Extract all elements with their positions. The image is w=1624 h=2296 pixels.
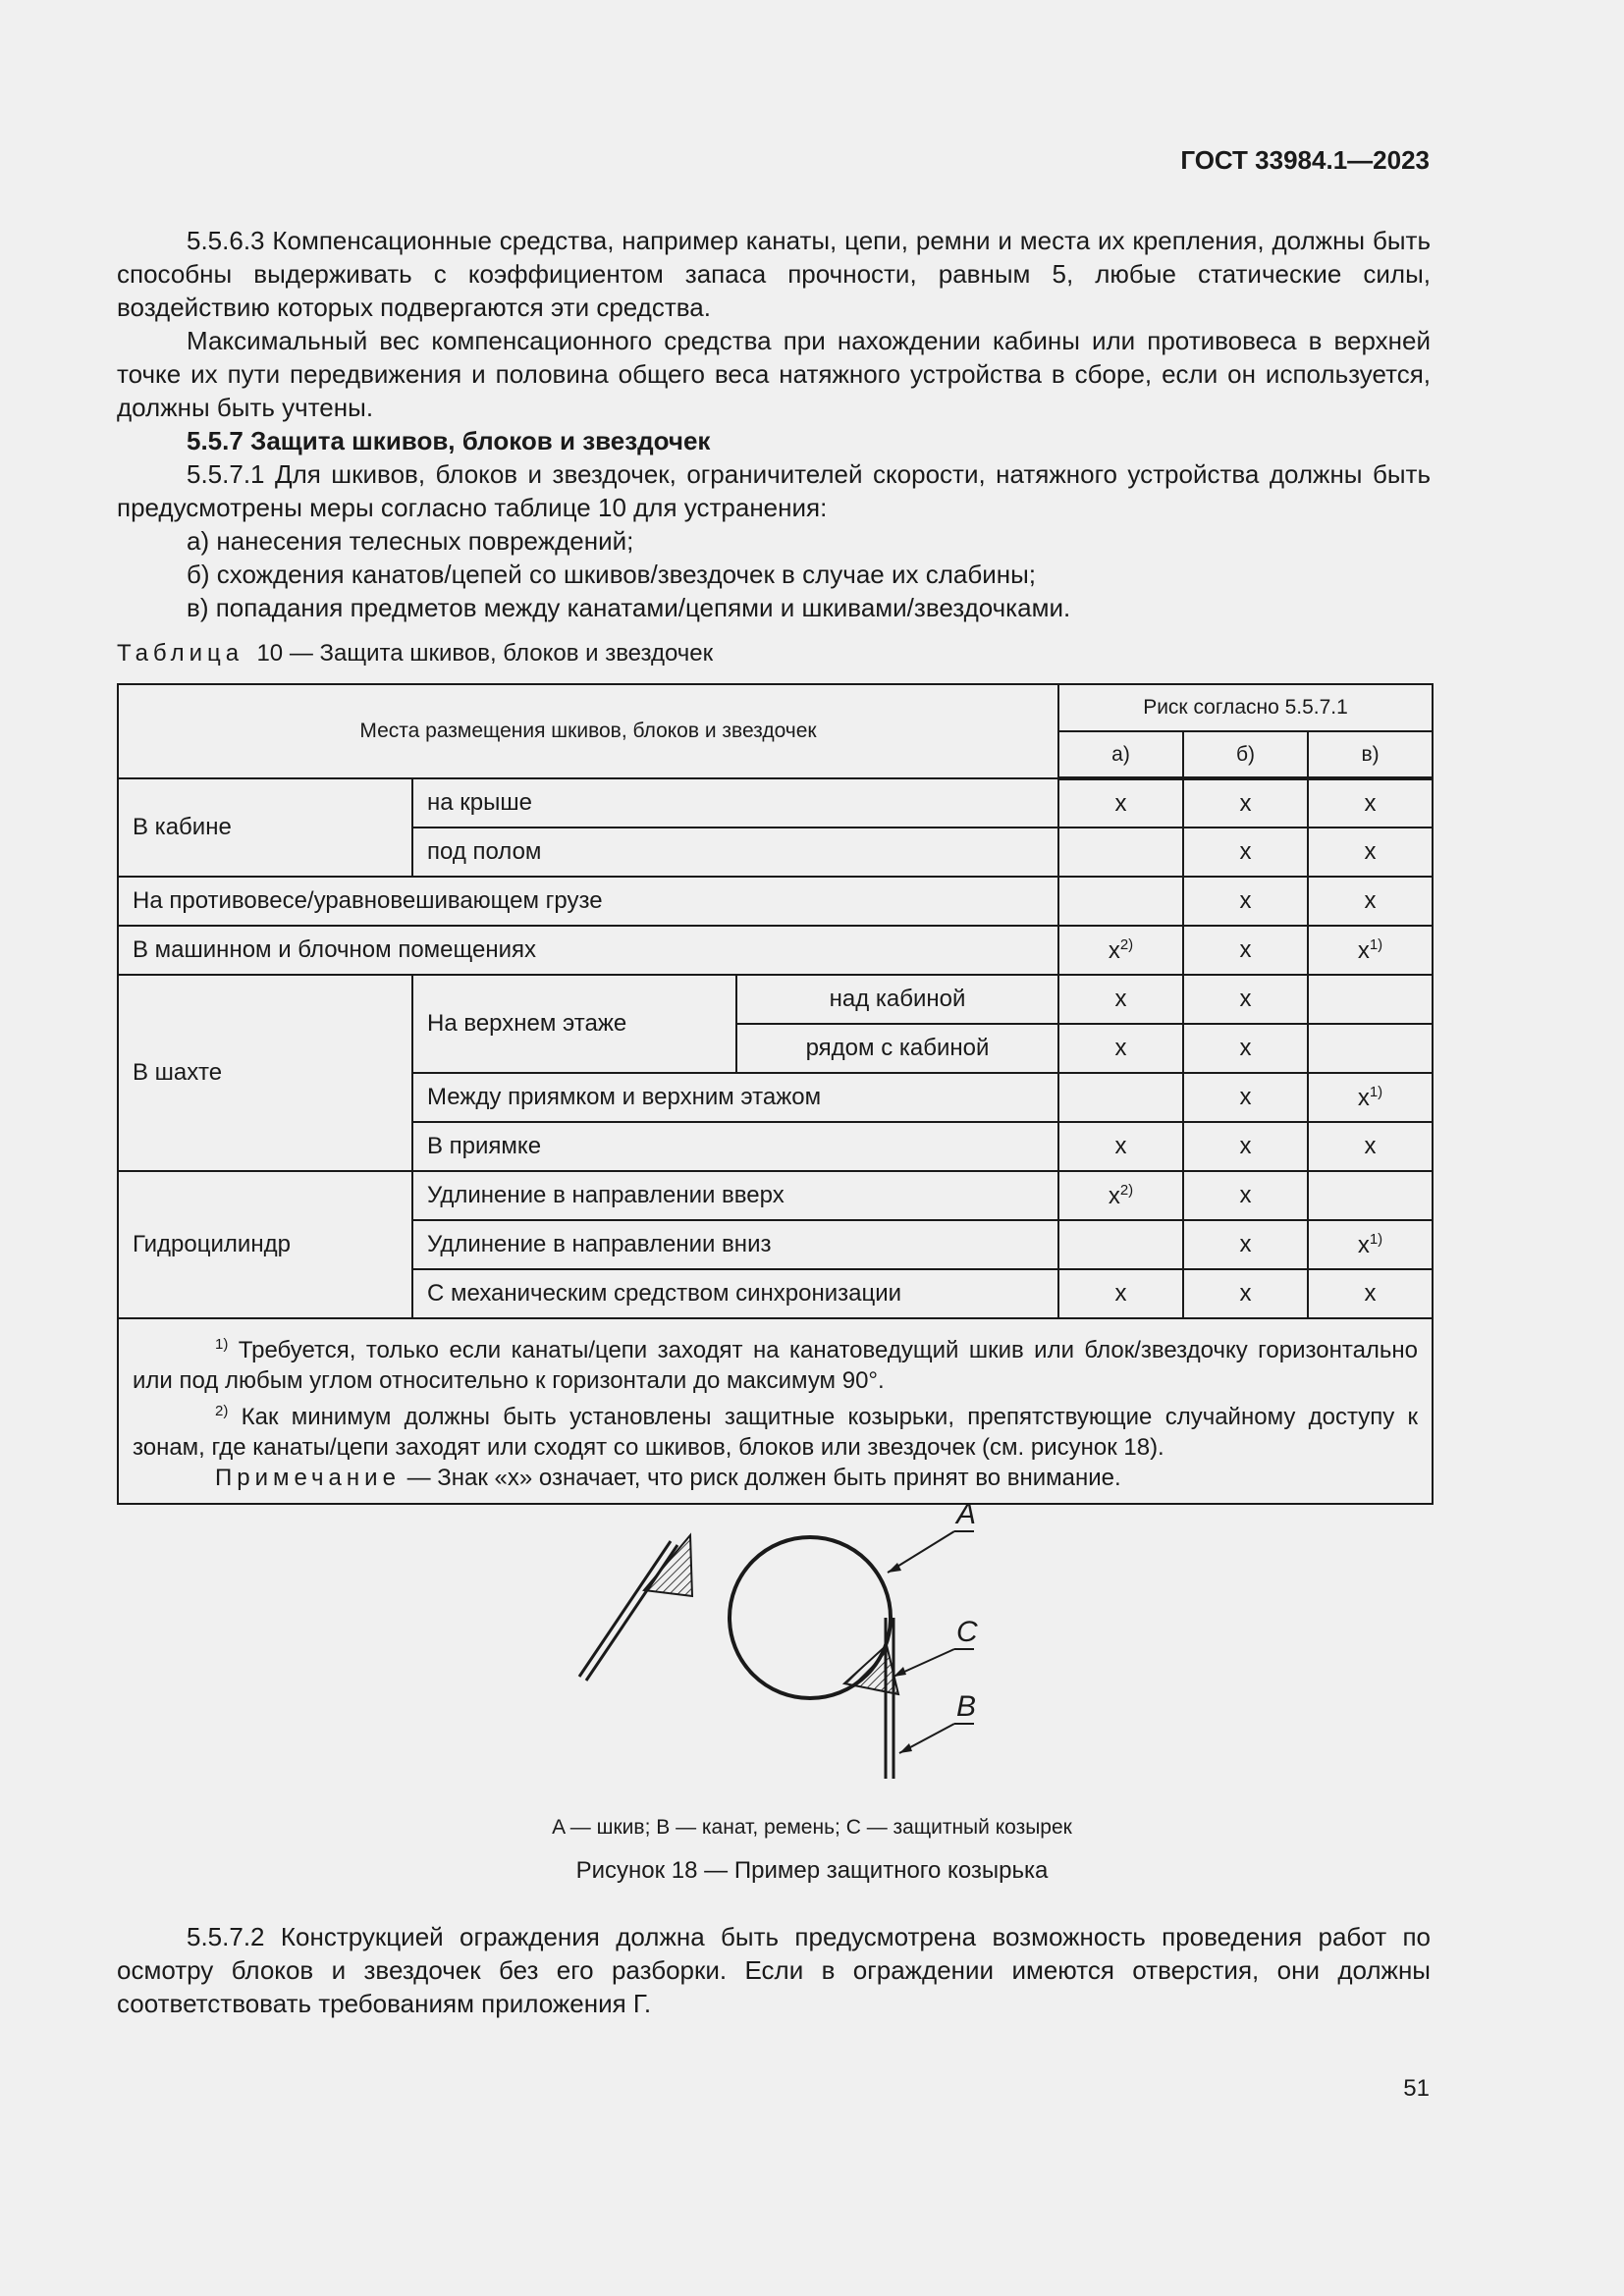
paragraph-5-5-7-1: 5.5.7.1 Для шкивов, блоков и звездочек, ограничителей скорости, натяжного устройства должны быть предусмотрены меры согласно таблице 10 для устранения: bbox=[117, 459, 1431, 522]
cell-empty bbox=[1308, 1024, 1433, 1073]
cell-mark: x bbox=[1308, 828, 1433, 877]
cell-mark: x bbox=[1308, 1122, 1433, 1171]
cell-mark: x bbox=[1183, 1024, 1308, 1073]
row-label-machine-room: В машинном и блочном помещениях bbox=[118, 926, 1058, 975]
cell-mark: x bbox=[1183, 975, 1308, 1024]
cell-mark: x bbox=[1058, 778, 1183, 828]
cell-mark: x bbox=[1058, 1122, 1183, 1171]
cell-mark: x bbox=[1308, 877, 1433, 926]
arrow-c bbox=[893, 1667, 906, 1677]
label-b: B bbox=[956, 1690, 977, 1723]
row-label-floor: под полом bbox=[412, 828, 1058, 877]
paragraph-5-5-7-2: 5.5.7.2 Конструкцией ограждения должна быть предусмотрена возможность проведения работ по осмотру блоков и звездочек без его разборки. Если в ограждении имеются отверстия, они должны соответствовать требованиям приложения Г. bbox=[117, 1922, 1431, 2018]
list-item-c: в) попадания предметов между канатами/цепями и шкивами/звездочками. bbox=[187, 593, 1071, 622]
header-risk: Риск согласно 5.5.7.1 bbox=[1058, 684, 1433, 731]
cell-mark: x bbox=[1183, 926, 1308, 975]
row-label-cabin: В кабине bbox=[118, 778, 412, 877]
cell-mark-fn2: $x^{2)}$ bbox=[1058, 1171, 1183, 1220]
table-caption: Таблица 10 — Защита шкивов, блоков и звездочек bbox=[117, 640, 714, 667]
protection-table bbox=[117, 683, 1434, 1505]
cell-mark: x bbox=[1308, 778, 1433, 828]
cell-mark-fn1: $x^{1)}$ bbox=[1308, 1073, 1433, 1122]
header-risk-a: а) bbox=[1058, 731, 1183, 778]
table-footnotes bbox=[118, 1318, 1433, 1504]
cell-mark-fn2: $x^{2)}$ bbox=[1058, 926, 1183, 975]
cell-mark: x bbox=[1058, 1269, 1183, 1318]
cell-mark: x bbox=[1183, 1122, 1308, 1171]
cell-mark: x bbox=[1183, 1220, 1308, 1269]
label-a: A bbox=[956, 1502, 977, 1530]
cell-mark: x bbox=[1308, 1269, 1433, 1318]
row-label-up: Удлинение в направлении вверх bbox=[412, 1171, 1058, 1220]
paragraph-max-weight: Максимальный вес компенсационного средства при нахождении кабины или противовеса в верхней точке их пути передвижения и половина общего веса натяжного устройства в сборе, если он используется, должны быть учтены. bbox=[117, 326, 1431, 422]
cell-empty bbox=[1058, 1220, 1183, 1269]
row-label-down: Удлинение в направлении вниз bbox=[412, 1220, 1058, 1269]
cell-empty bbox=[1058, 1073, 1183, 1122]
cell-mark: x bbox=[1183, 1171, 1308, 1220]
row-label-roof: на крыше bbox=[412, 778, 1058, 828]
cell-mark: x bbox=[1183, 778, 1308, 828]
cell-mark-fn1: $x^{1)}$ bbox=[1308, 926, 1433, 975]
header-risk-b: б) bbox=[1183, 731, 1308, 778]
list-item-b: б) схождения канатов/цепей со шкивов/звездочек в случае их слабины; bbox=[187, 560, 1037, 589]
header-risk-c: в) bbox=[1308, 731, 1433, 778]
cell-mark: x bbox=[1183, 877, 1308, 926]
row-label-pit: В приямке bbox=[412, 1122, 1058, 1171]
cell-mark: x bbox=[1183, 1269, 1308, 1318]
row-label-counterweight: На противовесе/уравновешивающем грузе bbox=[118, 877, 1058, 926]
row-label-above-cabin: над кабиной bbox=[736, 975, 1058, 1024]
arrow-b bbox=[899, 1743, 912, 1753]
figure-legend: A — шкив; B — канат, ремень; C — защитный козырек bbox=[552, 1816, 1072, 1839]
footnote-1: $^{1)}$ Требуется, только если канаты/цепи заходят на канатоведущий шкив или блок/звездочку горизонтально или под любым углом относительно к горизонтали до максимум 90°. bbox=[133, 1336, 1419, 1394]
list-item-a: а) нанесения телесных повреждений; bbox=[187, 526, 634, 556]
cell-mark: x bbox=[1183, 828, 1308, 877]
paragraph-5-5-6-3: 5.5.6.3 Компенсационные средства, например канаты, цепи, ремни и места их крепления, должны быть способны выдерживать с коэффициентом запаса прочности, равным 5, любые статические силы, воздействию которых подвергаются эти средства. bbox=[117, 226, 1431, 322]
rope-left bbox=[579, 1541, 671, 1677]
row-label-shaft: В шахте bbox=[118, 975, 412, 1171]
section-heading-5-5-7: 5.5.7 Защита шкивов, блоков и звездочек bbox=[187, 426, 711, 455]
document-id: ГОСТ 33984.1—2023 bbox=[1180, 145, 1430, 175]
page-number: 51 bbox=[1403, 2075, 1430, 2102]
cell-mark: x bbox=[1058, 975, 1183, 1024]
row-label-top-floor: На верхнем этаже bbox=[412, 975, 736, 1073]
cell-empty bbox=[1308, 1171, 1433, 1220]
cell-mark: x bbox=[1058, 1024, 1183, 1073]
row-label-hydro: Гидроцилиндр bbox=[118, 1171, 412, 1318]
table-note: Примечание — Знак «x» означает, что риск должен быть принят во внимание. bbox=[215, 1465, 1121, 1491]
header-places: Места размещения шкивов, блоков и звездочек bbox=[118, 684, 1058, 778]
cell-mark: x bbox=[1183, 1073, 1308, 1122]
cell-empty bbox=[1058, 877, 1183, 926]
cell-empty bbox=[1058, 828, 1183, 877]
row-label-sync: С механическим средством синхронизации bbox=[412, 1269, 1058, 1318]
cell-empty bbox=[1308, 975, 1433, 1024]
bottom-text bbox=[117, 1920, 1431, 2020]
label-c: C bbox=[956, 1616, 978, 1648]
figure-title: Рисунок 18 — Пример защитного козырька bbox=[575, 1857, 1049, 1884]
top-text bbox=[117, 224, 1431, 624]
row-label-beside-cabin: рядом с кабиной bbox=[736, 1024, 1058, 1073]
row-label-between: Между приямком и верхним этажом bbox=[412, 1073, 1058, 1122]
cell-mark-fn1: $x^{1)}$ bbox=[1308, 1220, 1433, 1269]
footnote-2: $^{2)}$ Как минимум должны быть установлены защитные козырьки, препятствующие случайному доступу к зонам, где канаты/цепи заходят или сходят со шкивов, блоков или звездочек (см. рисунок 18). bbox=[133, 1403, 1419, 1461]
guard-figure bbox=[569, 1502, 1001, 1796]
